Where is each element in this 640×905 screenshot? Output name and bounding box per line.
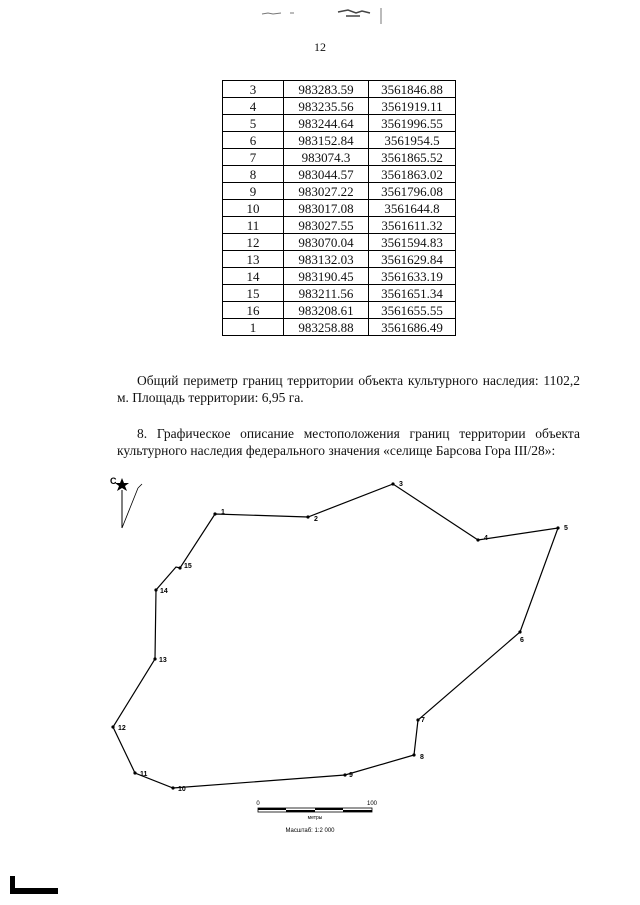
y-coordinate-cell: 3561594.83 <box>369 234 456 251</box>
boundary-point-label: 3 <box>399 481 403 488</box>
boundary-point-label: 4 <box>484 535 488 542</box>
x-coordinate-cell: 983235.56 <box>284 98 369 115</box>
y-coordinate-cell: 3561954.5 <box>369 132 456 149</box>
point-number-cell: 10 <box>223 200 284 217</box>
scale-start-label: 0 <box>256 801 260 807</box>
x-coordinate-cell: 983283.59 <box>284 81 369 98</box>
boundary-point-label: 10 <box>178 786 186 793</box>
boundary-point-marker <box>476 538 479 541</box>
x-coordinate-cell: 983044.57 <box>284 166 369 183</box>
boundary-point-label: 11 <box>140 771 148 778</box>
boundary-points <box>111 481 568 793</box>
y-coordinate-cell: 3561633.19 <box>369 268 456 285</box>
point-number-cell: 6 <box>223 132 284 149</box>
scan-corner-mark-vertical <box>10 876 15 894</box>
x-coordinate-cell: 983027.22 <box>284 183 369 200</box>
page-number: 12 <box>314 40 326 54</box>
scale-end-label: 100 <box>366 801 378 807</box>
boundary-point-label: 14 <box>160 588 168 595</box>
x-coordinate-cell: 983190.45 <box>284 268 369 285</box>
point-number-cell: 16 <box>223 302 284 319</box>
point-number-cell: 1 <box>223 319 284 336</box>
table-row <box>223 115 456 132</box>
point-number-cell: 3 <box>223 81 284 98</box>
point-number-cell: 4 <box>223 98 284 115</box>
boundary-map <box>100 470 600 850</box>
x-coordinate-cell: 983244.64 <box>284 115 369 132</box>
table-row <box>223 302 456 319</box>
boundary-point-marker <box>416 718 419 721</box>
x-coordinate-cell: 983258.88 <box>284 319 369 336</box>
point-number-cell: 11 <box>223 217 284 234</box>
boundary-point-label: 9 <box>349 772 353 779</box>
x-coordinate-cell: 983027.55 <box>284 217 369 234</box>
table-row <box>223 268 456 285</box>
point-number-cell: 15 <box>223 285 284 302</box>
table-row <box>223 251 456 268</box>
x-coordinate-cell: 983070.04 <box>284 234 369 251</box>
table-row <box>223 217 456 234</box>
boundary-point-marker <box>154 588 157 591</box>
y-coordinate-cell: 3561846.88 <box>369 81 456 98</box>
point-number-cell: 5 <box>223 115 284 132</box>
boundary-point-marker <box>518 630 521 633</box>
y-coordinate-cell: 3561996.55 <box>369 115 456 132</box>
y-coordinate-cell: 3561686.49 <box>369 319 456 336</box>
boundary-point-marker <box>153 657 156 660</box>
boundary-point-marker <box>412 753 415 756</box>
boundary-point-label: 1 <box>221 509 225 516</box>
boundary-point-label: 6 <box>520 637 524 644</box>
scan-corner-mark <box>10 888 58 894</box>
y-coordinate-cell: 3561651.34 <box>369 285 456 302</box>
scale-caption: Масштаб: 1:2 000 <box>285 828 335 834</box>
boundary-point-label: 12 <box>118 725 126 732</box>
coordinates-table <box>222 80 456 336</box>
section-8-paragraph: 8. Графическое описание местоположения границ территории объекта культурного наследия федерального значения «селище Барсова Гора III/28»: <box>117 426 580 458</box>
boundary-point-marker <box>391 482 394 485</box>
boundary-point-label: 2 <box>314 516 318 523</box>
table-row <box>223 285 456 302</box>
boundary-point-label: 5 <box>564 525 568 532</box>
y-coordinate-cell: 3561655.55 <box>369 302 456 319</box>
point-number-cell: 7 <box>223 149 284 166</box>
y-coordinate-cell: 3561796.08 <box>369 183 456 200</box>
scale-bar <box>256 801 377 834</box>
y-coordinate-cell: 3561865.52 <box>369 149 456 166</box>
perimeter-paragraph: Общий периметр границ территории объекта культурного наследия: 1102,2 м. Площадь территории: 6,95 га. <box>117 373 580 405</box>
boundary-point-marker <box>343 773 346 776</box>
x-coordinate-cell: 983208.61 <box>284 302 369 319</box>
x-coordinate-cell: 983132.03 <box>284 251 369 268</box>
table-row <box>223 81 456 98</box>
x-coordinate-cell: 983017.08 <box>284 200 369 217</box>
x-coordinate-cell: 983152.84 <box>284 132 369 149</box>
x-coordinate-cell: 983211.56 <box>284 285 369 302</box>
boundary-point-marker <box>133 771 136 774</box>
y-coordinate-cell: 3561919.11 <box>369 98 456 115</box>
point-number-cell: 12 <box>223 234 284 251</box>
table-row <box>223 132 456 149</box>
boundary-point-marker <box>111 725 114 728</box>
boundary-point-marker <box>306 515 309 518</box>
north-label: С <box>110 476 117 486</box>
table-row <box>223 98 456 115</box>
boundary-point-marker <box>171 786 174 789</box>
north-arrow-icon <box>110 476 142 528</box>
point-number-cell: 14 <box>223 268 284 285</box>
table-row <box>223 319 456 336</box>
boundary-point-marker <box>213 512 216 515</box>
x-coordinate-cell: 983074.3 <box>284 149 369 166</box>
y-coordinate-cell: 3561629.84 <box>369 251 456 268</box>
point-number-cell: 13 <box>223 251 284 268</box>
scan-artifact <box>250 6 390 26</box>
boundary-point-label: 7 <box>421 717 425 724</box>
boundary-point-marker <box>178 566 181 569</box>
boundary-point-marker <box>556 526 559 529</box>
y-coordinate-cell: 3561644.8 <box>369 200 456 217</box>
boundary-point-label: 15 <box>184 563 192 570</box>
boundary-point-label: 8 <box>420 754 424 761</box>
scale-unit-label: метры <box>307 815 323 821</box>
boundary-point-label: 13 <box>159 657 167 664</box>
y-coordinate-cell: 3561863.02 <box>369 166 456 183</box>
y-coordinate-cell: 3561611.32 <box>369 217 456 234</box>
point-number-cell: 9 <box>223 183 284 200</box>
table-row <box>223 200 456 217</box>
point-number-cell: 8 <box>223 166 284 183</box>
territory-boundary <box>113 484 558 788</box>
table-row <box>223 166 456 183</box>
table-row <box>223 234 456 251</box>
table-row <box>223 149 456 166</box>
table-row <box>223 183 456 200</box>
